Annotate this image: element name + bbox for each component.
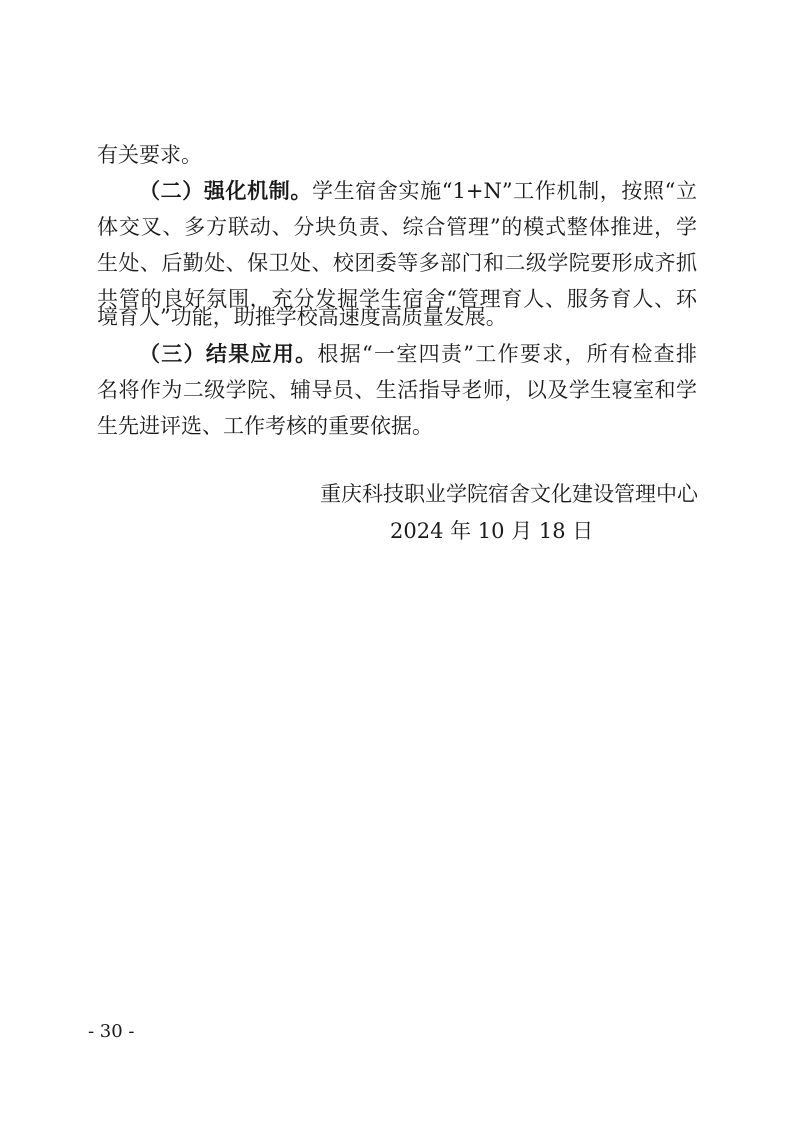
section-3-heading: （三）结果应用。 [139,342,318,366]
section-2-line-3: 生处、后勤处、保卫处、校团委等多部门和二级学院要形成齐抓 [97,251,697,275]
page-number: - 30 - [88,1021,135,1042]
section-3-line-3: 生先进评选、工作考核的重要依据。 [97,414,433,438]
continuation-text: 有关要求。 [97,143,202,167]
section-3-line-2: 名将作为二级学院、辅导员、生活指导老师，以及学生寝室和学 [97,378,697,402]
section-2-line-1 [139,173,697,209]
section-2-line-4: 共管的良好氛围，充分发掘学生宿舍“管理育人、服务育人、环 [97,287,697,311]
section-2-line-5: 境育人”功能，助推学校高速度高质量发展。 [97,305,507,329]
section-2-text-1: 学生宿舍实施“1+N”工作机制，按照“立 [312,179,697,203]
signature-organization: 重庆科技职业学院宿舍文化建设管理中心 [320,482,698,506]
section-3-line-1 [139,336,697,372]
section-2-line-2: 体交叉、多方联动、分块负责、综合管理”的模式整体推进，学 [97,215,697,239]
section-2-heading: （二）强化机制。 [139,179,313,203]
section-3-text-1: 根据“一室四责”工作要求，所有检查排 [317,342,697,366]
signature-date: 2024 年 10 月 18 日 [390,519,594,543]
